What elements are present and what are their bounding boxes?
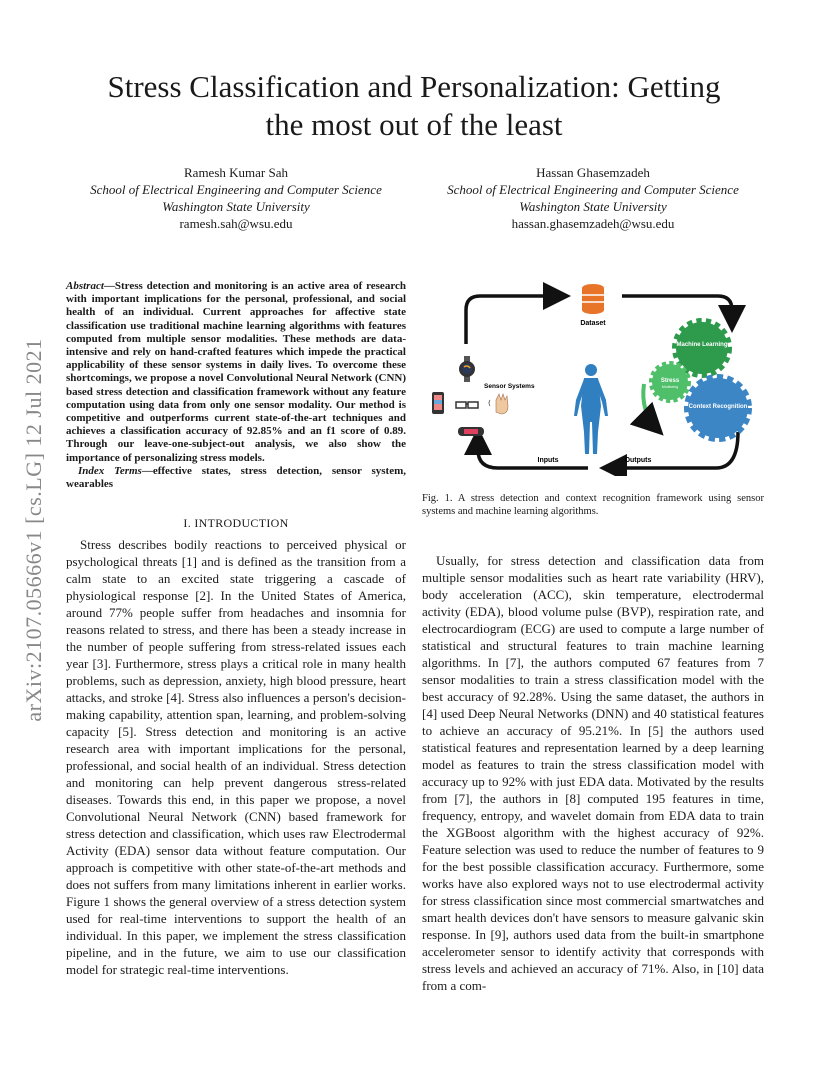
human-body-icon	[574, 364, 608, 454]
stress-label: Stress	[660, 378, 680, 384]
author-block-1	[66, 164, 406, 232]
fitness-band-icon	[458, 427, 484, 436]
arrow-from-dataset	[622, 296, 732, 326]
author-university: Washington State University	[519, 199, 667, 214]
abstract	[66, 280, 406, 491]
abstract-label: Abstract	[66, 280, 104, 292]
index-terms-text: —effective states, stress detection, sensor system, wearables	[66, 464, 406, 491]
framework-diagram	[426, 282, 764, 476]
right-column	[422, 552, 764, 994]
dataset-label: Dataset	[580, 320, 606, 327]
machine-learning-label: Machine Learning	[676, 342, 728, 348]
title-line-1: Stress Classification and Personalization: Getting	[107, 69, 721, 104]
author-email: ramesh.sah@wsu.edu	[179, 216, 293, 231]
index-terms-label: Index Terms	[78, 464, 142, 477]
abstract-text: —Stress detection and monitoring is an active area of research with important implications for the personal, professional, and social health of an individual. Current approaches for affective state classification use traditional machine learning algorithms with features computed from multiple sensor modalities. These methods are data-intensive and rely on hand-crafted features which impede the practical applicability of these sensor systems in daily lives. To overcome these shortcomings, we propose a novel Convolutional Neural Network (CNN) based stress detection and classification framework without any feature computation using data from only one sensor modality. Our method is competitive and outperforms current state-of-the-art techniques and achieves a classification accuracy of 92.85% and an f1 score of 0.89. Through our leave-one-subject-out analysis, we also show the importance of personalizing stress models.	[66, 280, 406, 464]
author-block-2	[420, 164, 766, 232]
machine-learning-gear-icon	[676, 322, 728, 374]
intro-paragraph: Stress describes bodily reactions to perceived physical or psychological threats [1] and is defined as the transition from a calm state to an excited state triggering a cascade of physiological response [2]. In the United States of America, around 77% people suffer from headaches and insomnia for reasons related to stress, and there has been a steady increase in the number of people suffering from stress-related issues each year [3]. Furthermore, stress plays a critical role in many health problems, such as depression, anxiety, high blood pressure, heart attacks, and stroke [4]. Stress also influences a person's decision-making capability, attention span, learning, and problem-solving capacity [5]. Stress detection and monitoring is an active research area with important implications for the personal, professional, and social health of an individual. Stress detection and monitoring can help prevent dangerous stress-related diseases. Towards this end, in this paper we propose, a novel Convolutional Neural Network (CNN) based framework for stress detection and classification, which uses raw Electrodermal Activity (EDA) sensor data without feature computation. Our approach is competitive with other state-of-the-art methods and does not suffers from many limitations inherent in earlier works. Figure 1 shows the general overview of a stress detection system used for real-time interventions to support the health of an individual. In this paper, we implement the stress classification pipeline, and in the future, we aim to use our classification model for strategic real-time interventions.	[66, 537, 406, 977]
author-name: Hassan Ghasemzadeh	[536, 165, 650, 180]
arxiv-id-text: arXiv:2107.05666v1 [cs.LG] 12 Jul 2021	[21, 338, 46, 722]
right-paragraph: Usually, for stress detection and classification data from multiple sensor modalities such as heart rate variability (HRV), body acceleration (ACC), skin temperature, electrodermal activity (EDA), blood volume pulse (BVP), respiration rate, and electrocardiogram (ECG) are used to compute a large number of statistical and structural features to train machine learning algorithms. In [7], the authors computed 67 features from 7 sensor modalities to train a stress classification model with the best accuracy of 92.28%. Using the same dataset, the authors in [4] used Deep Neural Networks (DNN) and 40 statistical features to achieve an accuracy of 95.21%. In [5] the authors used statistical features and representation learned by a deep learning model as features to train the stress classification model with accuracy up to 92% with just EDA data. Motivated by the results from [7], the authors in [8] computed 195 features in time, frequency, entropy, and wavelet domain from EDA data to train the XGBoost algorithm with the highest accuracy of 92%. Feature selection was used to reduce the number of features to 9 for the best possible classification accuracy. Furthermore, some works have also explored ways not to use electrodermal activity for stress classification since most commercial smartwatches and smart health devices don't have sensors to measure galvanic skin response. In [9], authors used data from the built-in smartphone accelerometer sensor to identify activity that corresponds with stress levels and achieved an accuracy of 71%. Also, in [10] data from a com-	[422, 553, 764, 993]
smartwatch-icon	[459, 356, 475, 382]
inputs-label: Inputs	[537, 457, 559, 464]
context-recognition-label: Context Recognition	[688, 404, 748, 410]
figure-1	[426, 282, 764, 476]
hand-gesture-icon	[489, 394, 508, 414]
figure-caption: Fig. 1. A stress detection and context recognition framework using sensor systems and machine learning algorithms.	[422, 493, 764, 517]
smart-glasses-icon	[456, 402, 478, 408]
author-affiliation: School of Electrical Engineering and Computer Science	[447, 182, 739, 197]
sensor-systems-label: Sensor Systems	[484, 383, 535, 390]
author-name: Ramesh Kumar Sah	[184, 165, 288, 180]
arxiv-identifier	[14, 300, 54, 760]
stress-monitoring-label: Monitoring	[661, 385, 679, 389]
author-email: hassan.ghasemzadeh@wsu.edu	[511, 216, 675, 231]
database-icon	[582, 284, 604, 314]
arrow-inputs	[478, 434, 588, 468]
title-line-2: the most out of the least	[265, 107, 563, 142]
author-university: Washington State University	[162, 199, 310, 214]
smartphone-icon	[432, 392, 444, 414]
left-column	[66, 536, 406, 978]
author-affiliation: School of Electrical Engineering and Computer Science	[90, 182, 382, 197]
outputs-label: Outputs	[624, 457, 652, 464]
paper-title	[60, 68, 768, 144]
arrow-to-dataset	[466, 296, 564, 344]
section-heading: I. INTRODUCTION	[183, 516, 289, 530]
